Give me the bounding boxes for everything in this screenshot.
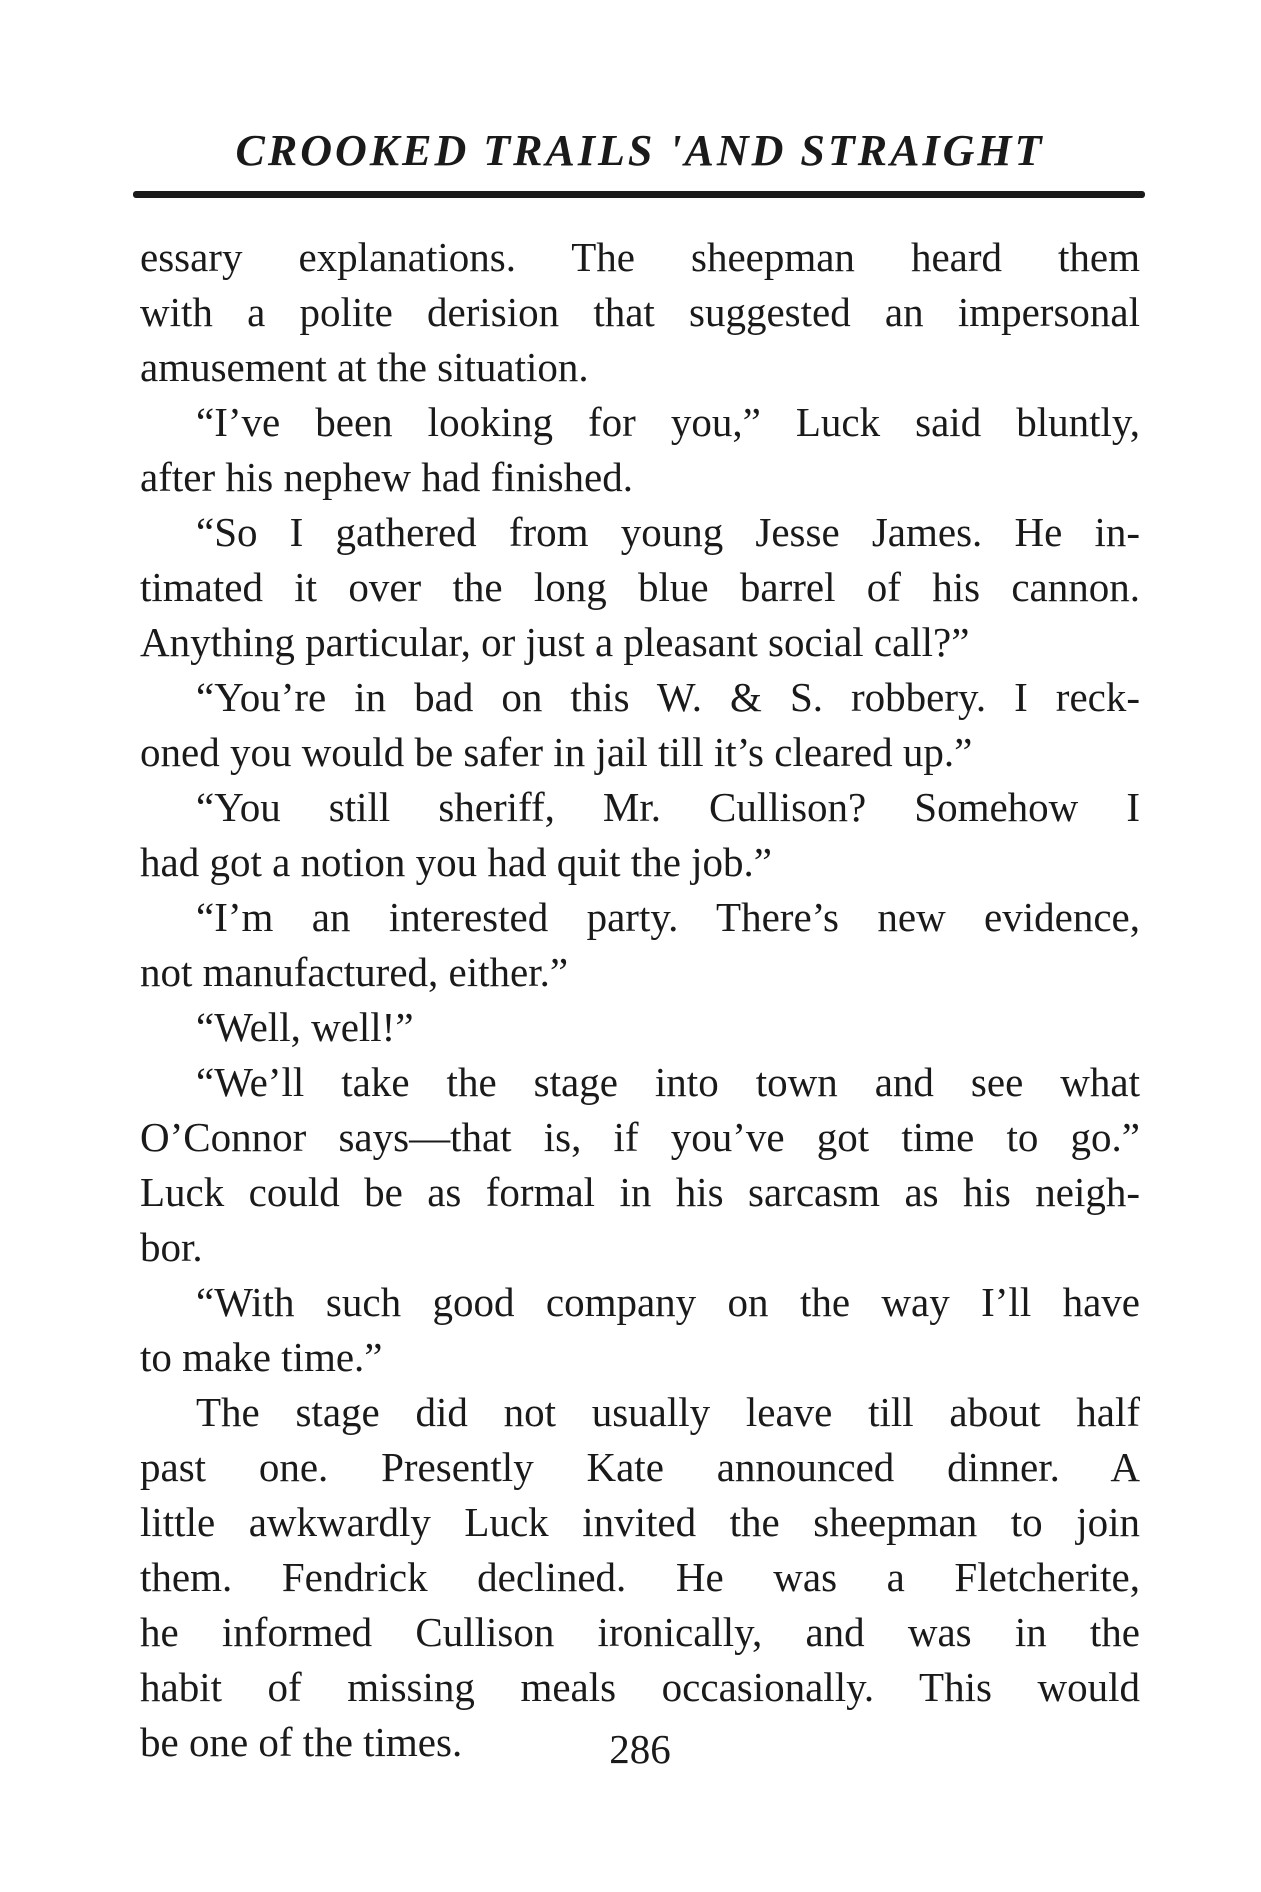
text-line: with a polite derision that suggested an impersonal bbox=[140, 289, 1140, 335]
body-text bbox=[140, 230, 1140, 1770]
text-line: be one of the times. bbox=[140, 1719, 463, 1765]
text-line: after his nephew had finished. bbox=[140, 454, 633, 500]
text-line: to make time.” bbox=[140, 1334, 383, 1380]
page-number: 286 bbox=[609, 1726, 671, 1772]
text-line: “With such good company on the way I’ll have bbox=[196, 1279, 1140, 1325]
text-line: not manufactured, either.” bbox=[140, 949, 569, 995]
text-line: oned you would be safer in jail till it’s cleared up.” bbox=[140, 729, 973, 775]
text-line: timated it over the long blue barrel of his cannon. bbox=[140, 564, 1140, 610]
text-line: bor. bbox=[140, 1224, 203, 1270]
text-line: “We’ll take the stage into town and see what bbox=[196, 1059, 1140, 1105]
running-head: CROOKED TRAILS 'AND STRAIGHT bbox=[235, 126, 1045, 175]
text-line: “I’ve been looking for you,” Luck said bluntly, bbox=[196, 399, 1140, 445]
text-line: “So I gathered from young Jesse James. He in- bbox=[196, 509, 1140, 555]
text-line: past one. Presently Kate announced dinner. A bbox=[140, 1444, 1140, 1490]
text-line: essary explanations. The sheepman heard them bbox=[140, 234, 1140, 280]
text-line: them. Fendrick declined. He was a Fletcherite, bbox=[140, 1554, 1140, 1600]
text-line: habit of missing meals occasionally. This would bbox=[140, 1664, 1140, 1710]
text-line: “You still sheriff, Mr. Cullison? Somehow I bbox=[196, 784, 1140, 830]
text-line: Anything particular, or just a pleasant social call?” bbox=[140, 619, 970, 665]
text-line: amusement at the situation. bbox=[140, 344, 589, 390]
text-line: “I’m an interested party. There’s new evidence, bbox=[196, 894, 1140, 940]
text-line: Luck could be as formal in his sarcasm as his neigh- bbox=[140, 1169, 1140, 1215]
text-line: had got a notion you had quit the job.” bbox=[140, 839, 772, 885]
text-line: he informed Cullison ironically, and was in the bbox=[140, 1609, 1140, 1655]
header-rule bbox=[133, 191, 1145, 198]
text-line: little awkwardly Luck invited the sheepman to join bbox=[140, 1499, 1140, 1545]
text-line: “Well, well!” bbox=[196, 1004, 414, 1050]
text-line: The stage did not usually leave till about half bbox=[196, 1389, 1140, 1435]
text-line: “You’re in bad on this W. & S. robbery. I reck- bbox=[196, 674, 1140, 720]
text-line: O’Connor says—that is, if you’ve got time to go.” bbox=[140, 1114, 1140, 1160]
